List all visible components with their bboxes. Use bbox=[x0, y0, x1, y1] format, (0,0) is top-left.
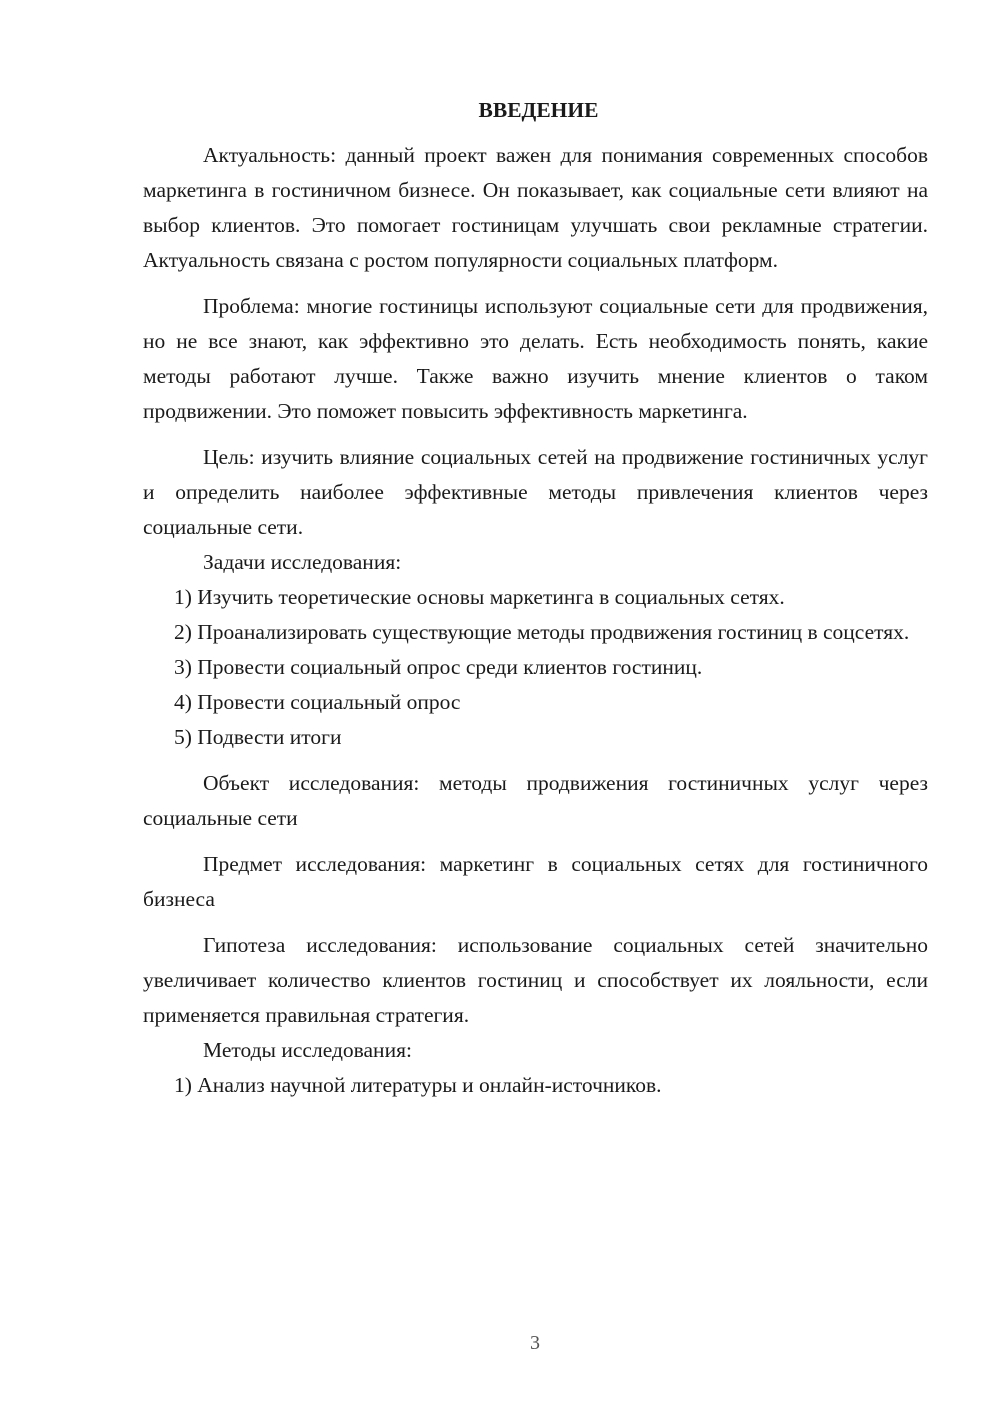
object-paragraph: Объект исследования: методы продвижения гостиничных услуг через социальные сети bbox=[143, 771, 928, 830]
method-item: 1) Анализ научной литературы и онлайн-источников. bbox=[174, 1073, 662, 1097]
goal-paragraph: Цель: изучить влияние социальных сетей на продвижение гостиничных услуг и определить наиболее эффективные методы привлечения клиентов через социальные сети. bbox=[143, 445, 928, 539]
task-item: 5) Подвести итоги bbox=[174, 725, 342, 749]
task-item: 2) Проанализировать существующие методы продвижения гостиниц в соцсетях. bbox=[174, 620, 910, 644]
task-item: 4) Провести социальный опрос bbox=[174, 690, 461, 714]
methods-heading: Методы исследования: bbox=[203, 1038, 412, 1062]
relevance-paragraph: Актуальность: данный проект важен для понимания современных способов маркетинга в гостиничном бизнесе. Он показывает, как социальные сети влияют на выбор клиентов. Это помогает гостиницам улучшать свои рекламные стратегии. Актуальность связана с ростом популярности социальных платформ. bbox=[143, 143, 928, 272]
section-title: ВВЕДЕНИЕ bbox=[478, 98, 599, 122]
page-number: 3 bbox=[530, 1332, 540, 1354]
task-item: 1) Изучить теоретические основы маркетинга в социальных сетях. bbox=[174, 585, 785, 609]
tasks-heading: Задачи исследования: bbox=[203, 550, 402, 574]
subject-paragraph: Предмет исследования: маркетинг в социальных сетях для гостиничного бизнеса bbox=[143, 852, 928, 911]
document-page bbox=[143, 93, 928, 1103]
hypothesis-paragraph: Гипотеза исследования: использование социальных сетей значительно увеличивает количество клиентов гостиниц и способствует их лояльности, если применяется правильная стратегия. bbox=[143, 933, 928, 1027]
problem-paragraph: Проблема: многие гостиницы используют социальные сети для продвижения, но не все знают, как эффективно это делать. Есть необходимость понять, какие методы работают лучше. Также важно изучить мнение клиентов о таком продвижении. Это поможет повысить эффективность маркетинга. bbox=[143, 294, 928, 423]
task-item: 3) Провести социальный опрос среди клиентов гостиниц. bbox=[174, 655, 703, 679]
